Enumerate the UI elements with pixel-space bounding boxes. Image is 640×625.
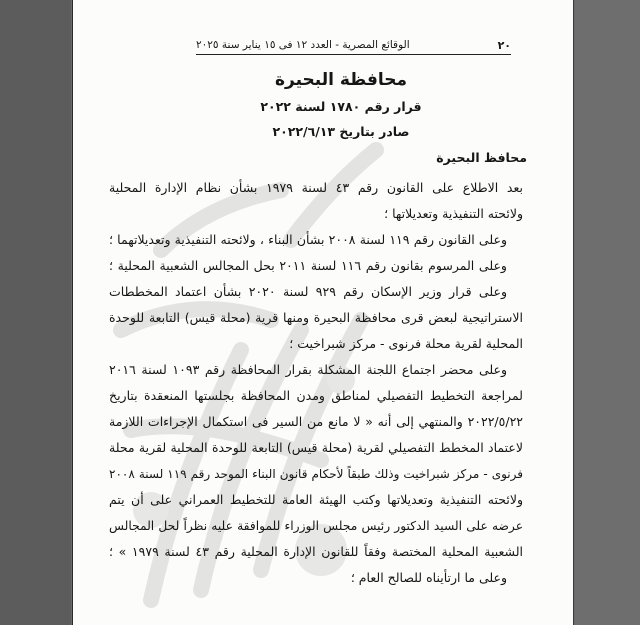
body-line: وعلى المرسوم بقانون رقم ١١٦ لسنة ٢٠١١ بحل المجالس الشعبية المحلية ؛ [109, 258, 507, 273]
body-line: المحلية لقرية محلة فرنوى - مركز شبراخيت ؛ [289, 336, 523, 351]
decree-number: قرار رقم ١٧٨٠ لسنة ٢٠٢٢ [260, 99, 422, 114]
body-line: وعلى ما ارتأيناه للصالح العام ؛ [350, 570, 507, 585]
body-line: ولائحته التنفيذية وتعديلاتها وكتب الهيئة العامة للتخطيط العمراني على أن يتم [109, 492, 523, 507]
authority-title: محافظة البحيرة [274, 70, 408, 90]
page-number: ٢٠ [497, 38, 511, 52]
decree-date: صادر بتاريخ ٢٠٢٢/٦/١٣ [272, 124, 410, 139]
gazette-issue-text: الوقائع المصرية - العدد ١٢ فى ١٥ يناير سنة ٢٠٢٥ [196, 39, 410, 51]
body-line: وعلى قرار وزير الإسكان رقم ٩٢٩ لسنة ٢٠٢٠ بشأن اعتماد المخططات [109, 284, 507, 299]
issuer-heading: محافظ البحيرة [436, 150, 527, 165]
body-line: ولائحته التنفيذية وتعديلاتها ؛ [384, 206, 523, 221]
body-line: بعد الاطلاع على القانون رقم ٤٣ لسنة ١٩٧٩ بشأن نظام الإدارة المحلية [109, 180, 523, 195]
running-header [196, 36, 511, 55]
viewer-background-left [0, 0, 71, 625]
document-page[interactable] [72, 0, 574, 625]
title-block [191, 66, 491, 144]
body-line: ٢٠٢٢/٥/٢٢ والمنتهي إلى أنه « لا مانع من السير فى استكمال الإجراءات اللازمة [109, 414, 523, 429]
viewer-background-right [575, 0, 640, 625]
body-line: عرضه على السيد الدكتور رئيس مجلس الوزراء للموافقة عليه نظراً لحل المجالس [109, 519, 523, 533]
body-line: وعلى القانون رقم ١١٩ لسنة ٢٠٠٨ بشأن البناء ، ولائحته التنفيذية وتعديلاتهما ؛ [109, 232, 507, 247]
document-body [109, 175, 523, 591]
body-line: لاعتماد المخطط التفصيلي لقرية (محلة قيس) التابعة للوحدة المحلية لقرية محلة [109, 440, 523, 455]
body-line: الاستراتيجية لبعض قرى محافظة البحيرة ومنها قرية (محلة قيس) التابعة للوحدة [109, 310, 523, 325]
body-line: الشعبية المحلية المختصة وفقاً للقانون الإدارة المحلية رقم ٤٣ لسنة ١٩٧٩ » ؛ [109, 544, 523, 559]
body-line: فرنوى - مركز شبراخيت وذلك طبقاً لأحكام قانون البناء الموحد رقم ١١٩ لسنة ٢٠٠٨ [109, 467, 523, 481]
body-line: لمراجعة التخطيط التفصيلي لمناطق ومدن المحافظة بجلستها المنعقدة بتاريخ [109, 388, 523, 403]
body-line: وعلى محضر اجتماع اللجنة المشكلة بقرار المحافظة رقم ١٠٩٣ لسنة ٢٠١٦ [109, 362, 507, 377]
